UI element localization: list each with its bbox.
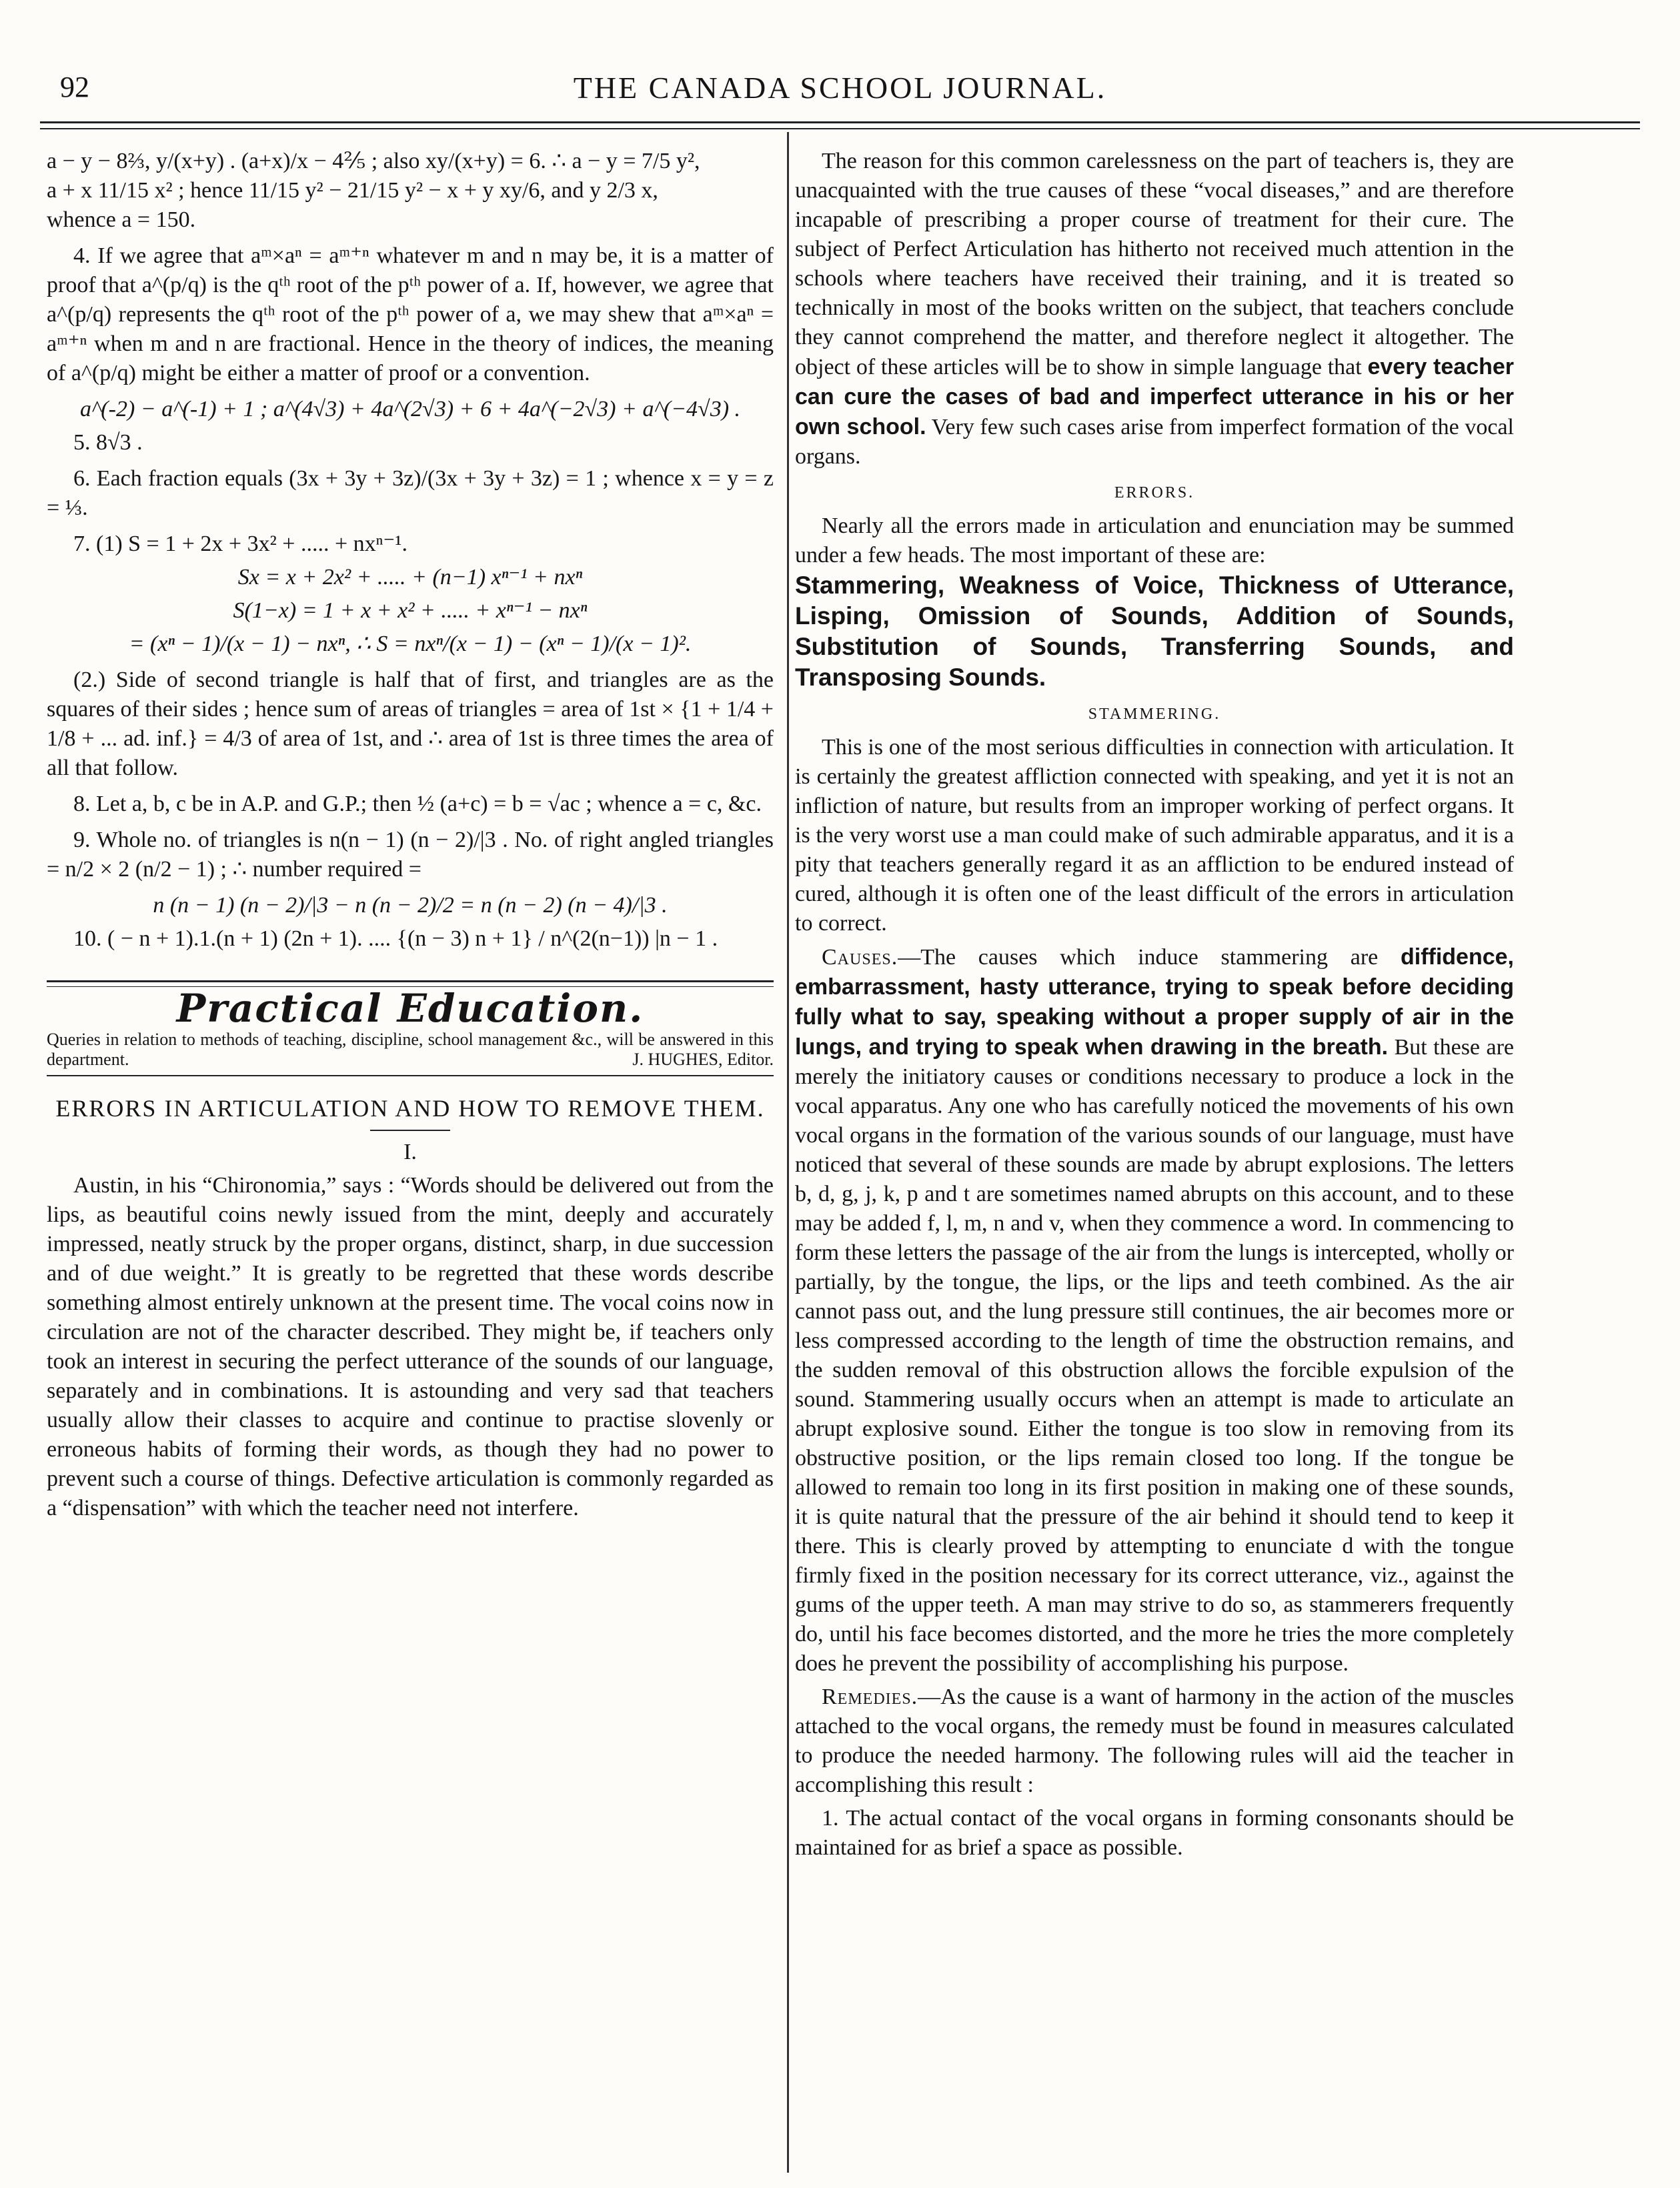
queries-text: Queries in relation to methods of teaching, discipline, school management &c., will be answered in this department. <box>47 1030 774 1069</box>
solution-item-9-equation: n (n − 1) (n − 2)/|3 − n (n − 2)/2 = n (n − 2) (n − 4)/|3 . <box>153 893 668 918</box>
queries-notice <box>47 1030 774 1076</box>
math-line: = (xⁿ − 1)/(x − 1) − nxⁿ, ∴ S = nxⁿ/(x − 1) − (xⁿ − 1)/(x − 1)². <box>129 632 692 656</box>
solution-item-4: 4. If we agree that aᵐ×aⁿ = aᵐ⁺ⁿ whatever m and n may be, it is a matter of proof that a^(p/q) is the qᵗʰ root of the pᵗʰ power of a. If, however, we agree that a^(p/q) represents the qᵗʰ root of the pᵗʰ power of a, we may shew that aᵐ×aⁿ = aᵐ⁺ⁿ when m and n are fractional. Hence in the theory of indices, the meaning of a^(p/q) might be either a matter of proof or a convention. <box>47 243 774 385</box>
math-line: Sx = x + 2x² + ..... + (n−1) xⁿ⁻¹ + nxⁿ <box>237 565 583 590</box>
page-header <box>40 63 1640 110</box>
solution-item-4-equation: a^(-2) − a^(-1) + 1 ; a^(4√3) + 4a^(2√3) + 6 + 4a^(−2√3) + a^(−4√3) . <box>79 397 741 421</box>
emphasis-text: every teacher can cure the cases of bad and imperfect utterance in his or her own school. <box>795 354 1515 439</box>
left-column <box>47 147 774 1523</box>
right-column <box>795 147 1514 1863</box>
causes-label: Causes. <box>822 945 898 970</box>
math-solution-continued <box>47 147 774 235</box>
math-line: a + x 11/15 x² ; hence 11/15 y² − 21/15 y² − x + y xy/6, and y 2/3 x, <box>47 178 658 203</box>
header-rule <box>40 121 1640 123</box>
remedy-rule-1: 1. The actual contact of the vocal organs in forming consonants should be maintained for as brief a space as possible. <box>795 1806 1514 1860</box>
paragraph-text: —As the cause is a want of harmony in the action of the muscles attached to the vocal organs, the remedy must be found in measures calculated to produce the needed harmony. The following rules will aid the teacher in accomplishing this result : <box>795 1685 1514 1797</box>
article-paragraph: Austin, in his “Chironomia,” says : “Words should be delivered out from the lips, as beautiful coins newly issued from the mint, deeply and accurately impressed, neatly struck by the proper organs, distinct, sharp, in due succession and of due weight.” It is greatly to be regretted that these words describe something almost entirely unknown at the present time. The vocal coins now in circulation are not of the character described. They might be, if teachers only took an interest in securing the perfect utterance of the sounds of our language, separately and in combinations. It is astounding and very sad that teachers usually allow their classes to acquire and continue to practise slovenly or erroneous habits of forming their words, as though they had no power to prevent such a course of things. Defective articulation is commonly regarded as a “dispensation” with which the teacher need not interfere. <box>47 1173 774 1520</box>
stammering-paragraph: This is one of the most serious difficulties in connection with articulation. It is certainly the greatest affliction connected with speaking, and yet it is not an infliction of nature, but results from an improper working of perfect organs. It is the very worst use a man could make of such admirable apparatus, and it is a pity that teachers generally regard it as an affliction to be endured instead of cured, although it is often one of the least difficult of the errors in articulation to correct. <box>795 735 1514 936</box>
paragraph-text: But these are merely the initiatory causes or conditions necessary to produce a lock in the vocal apparatus. Any one who has carefully noticed the movements of his own vocal organs in the formation of the various sounds of our language, must have noticed that several of these sounds are made by abrupt explosions. The letters b, d, g, j, k, p and t are sometimes named abrupts on this account, and to these may be added f, l, m, n and v, when they commence a word. In commencing to form these letters the passage of the air from the lungs is intercepted, wholly or partially, by the tongue, the lips, or the lips and teeth combined. As the air cannot pass out, and the lung pressure still continues, the air becomes more or less compressed according to the length of time the obstruction remains, and the sudden removal of this obstruction allows the forcible expulsion of the sound. Stammering usually occurs when an attempt is made to articulate an abrupt explosive sound. Either the tongue is too slow in removing from its obstructive position, or the lips remain closed too long. If the tongue be allowed to remain too long in its first position in making one of these sounds, it is quite natural that the pressure of the air behind it should tend to keep it there. This is clearly proved by attempting to enunciate d with the tongue firmly fixed in the position necessary for its correct utterance, viz., against the gums of the upper teeth. A man may strive to do so, as stammerers frequently do, until his face becomes distorted, and the more he tries the more completely does he prevent the possibility of accomplishing his purpose. <box>795 1035 1514 1676</box>
remedies-paragraph <box>795 1683 1514 1800</box>
column-divider <box>787 132 789 2173</box>
paragraph-text: Very few such cases arise from imperfect formation of the vocal organs. <box>795 415 1514 469</box>
journal-title: THE CANADA SCHOOL JOURNAL. <box>573 71 1107 105</box>
header-rule-thin <box>40 128 1640 129</box>
solution-item-8: 8. Let a, b, c be in A.P. and G.P.; then ½ (a+c) = b = √ac ; whence a = c, &c. <box>73 792 762 816</box>
part-numeral: I. <box>403 1140 417 1164</box>
emphasis-text: diffidence, embarrassment, hasty utterance, trying to speak before deciding fully what to say, speaking without a proper supply of air in the lungs, and trying to speak when drawing in the breath. <box>795 944 1515 1060</box>
math-line: whence a = 150. <box>47 207 196 232</box>
stammering-heading: STAMMERING. <box>1088 706 1221 723</box>
errors-paragraph: Nearly all the errors made in articulation and enunciation may be summed under a few heads. The most important of these are: <box>795 513 1514 568</box>
solution-item-5: 5. 8√3 . <box>73 430 143 455</box>
math-line: a − y − 8⅔, y/(x+y) . (a+x)/x − 4⅖ ; also xy/(x+y) = 6. ∴ a − y = 7/5 y², <box>47 149 700 173</box>
errors-list: Stammering, Weakness of Voice, Thickness of Utterance, Lisping, Omission of Sounds, Addition of Sounds, Substitution of Sounds, Transferring Sounds, and Transposing Sounds. <box>795 572 1514 691</box>
page-number: 92 <box>60 71 89 103</box>
section-title: Practical Education. <box>176 986 644 1031</box>
math-line: 7. (1) S = 1 + 2x + 3x² + ..... + nxⁿ⁻¹. <box>73 531 407 556</box>
paragraph-text: —The causes which induce stammering are <box>898 945 1379 970</box>
solution-item-6: 6. Each fraction equals (3x + 3y + 3z)/(3x + 3y + 3z) = 1 ; whence x = y = z = ⅓. <box>47 466 774 520</box>
remedies-label: Remedies. <box>822 1685 918 1709</box>
solution-item-7 <box>47 529 774 659</box>
solution-item-10: 10. ( − n + 1).1.(n + 1) (2n + 1). .... {(n − 3) n + 1} / n^(2(n−1)) |n − 1 . <box>73 926 718 951</box>
paragraph-text: The reason for this common carelessness on the part of teachers is, they are unacquainted with the true causes of these “vocal diseases,” and are therefore incapable of prescribing a proper course of treatment for their cure. The subject of Perfect Articulation has hitherto not received much attention in the schools where teachers have received their training, and it is treated so technically in most of the books written on the subject, that teachers conclude they cannot comprehend the matter, and therefore neglect it altogether. The object of these articles will be to show in simple language that <box>795 149 1514 379</box>
article-paragraph <box>795 147 1514 471</box>
title-rule <box>370 1130 450 1131</box>
causes-paragraph <box>795 942 1514 1679</box>
solution-item-9: 9. Whole no. of triangles is n(n − 1) (n − 2)/|3 . No. of right angled triangles = n/2 × 2 (n/2 − 1) ; ∴ number required = <box>47 828 774 882</box>
article-title: ERRORS IN ARTICULATION AND HOW TO REMOVE THEM. <box>55 1095 765 1122</box>
section-header <box>47 980 774 1031</box>
math-line: S(1−x) = 1 + x + x² + ..... + xⁿ⁻¹ − nxⁿ <box>233 598 588 623</box>
solution-item-7-part-2: (2.) Side of second triangle is half that of first, and triangles are as the squares of their sides ; hence sum of areas of triangles = area of 1st × {1 + 1/4 + 1/8 + ... ad. inf.} = 4/3 of area of 1st, and ∴ area of 1st is three times the area of all that follow. <box>47 668 774 780</box>
errors-heading: ERRORS. <box>1114 484 1195 501</box>
editor-credit: J. HUGHES, Editor. <box>632 1050 774 1069</box>
